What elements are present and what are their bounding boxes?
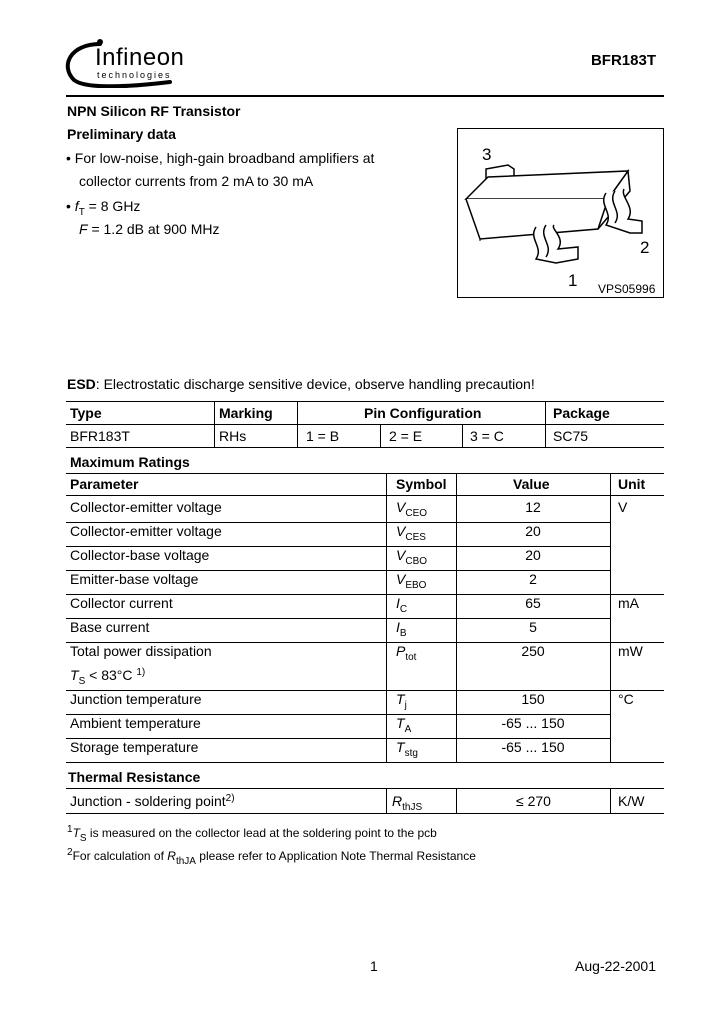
rating-symbol — [396, 643, 417, 663]
feature-text-1b: collector currents from 2 mA to 30 mA — [79, 173, 314, 189]
type-table-bottom-rule — [66, 447, 664, 448]
rating-symbol — [396, 619, 407, 639]
ft-subscript: T — [78, 207, 85, 218]
fn1-sym: T — [72, 826, 80, 840]
rating-symbol — [396, 523, 426, 543]
type-table-vline — [462, 424, 463, 447]
ratings-header-rule — [66, 495, 664, 496]
footnote-1 — [67, 824, 437, 844]
thermal-top-rule — [66, 788, 664, 789]
package-cell: SC75 — [553, 428, 589, 444]
fn2-sym: R — [167, 849, 176, 863]
type-table-mid-rule — [66, 424, 664, 425]
logo-subtitle: technologies — [97, 70, 172, 80]
pin-2-label: 2 — [640, 238, 650, 257]
marking-header: Marking — [219, 405, 273, 421]
rating-symbol — [396, 715, 412, 735]
rating-parameter: Base current — [70, 619, 150, 635]
thermal-vline — [386, 788, 387, 813]
fn1-sub: S — [79, 833, 87, 844]
type-table-vline — [297, 401, 298, 447]
marking-cell: RHs — [219, 428, 247, 444]
thermal-symbol — [392, 793, 423, 813]
rating-parameter: Collector current — [70, 595, 173, 611]
rating-unit: V — [618, 499, 628, 515]
thermal-footnote-ref: 2) — [225, 793, 235, 804]
rating-parameter: Total power dissipation — [70, 643, 212, 659]
ratings-column-line — [456, 473, 457, 763]
symbol-subscript: j — [404, 700, 407, 711]
feature-text-1a: For low-noise, high-gain broadband amplifiers at — [74, 150, 375, 166]
pin-3-label: 3 — [482, 145, 492, 164]
rating-symbol — [396, 595, 408, 615]
pin-1-label: 1 — [568, 271, 578, 290]
type-table-vline — [214, 401, 215, 447]
ratings-column-line — [386, 473, 387, 763]
rating-value: 20 — [525, 523, 541, 539]
rating-unit: mW — [618, 643, 643, 659]
ft-value: = 8 GHz — [84, 198, 141, 214]
symbol-subscript: C — [399, 604, 408, 615]
esd-text: : Electrostatic discharge sensitive device, observe handling precaution! — [95, 376, 535, 392]
thermal-sym-sub: thJS — [402, 802, 423, 813]
symbol-subscript: CBO — [405, 556, 428, 567]
symbol-subscript: B — [399, 628, 407, 639]
footnote-2 — [67, 847, 476, 867]
part-number-title: BFR183T — [590, 52, 656, 69]
feature-bullet-2: • $f_T = 8$ GHz — [66, 198, 141, 218]
rating-parameter: Junction temperature — [70, 691, 202, 707]
rating-unit: mA — [618, 595, 639, 611]
fn2-mark: 2 — [67, 847, 73, 858]
cond-sym: T — [70, 667, 79, 683]
package-code: VPS05996 — [598, 282, 656, 296]
cond-sub: S — [78, 676, 86, 687]
symbol-letter: T — [396, 715, 405, 731]
symbol-subscript: CES — [405, 532, 426, 543]
rating-symbol — [396, 571, 427, 591]
page-number: 1 — [370, 958, 378, 974]
rating-parameter: Emitter-base voltage — [70, 571, 199, 587]
pin1-cell: 1 = B — [306, 428, 340, 444]
rating-value: -65 ... 150 — [501, 715, 565, 731]
symbol-letter: T — [396, 739, 405, 755]
fn1-mark: 1 — [67, 824, 73, 835]
document-date: Aug-22-2001 — [575, 958, 656, 974]
rating-unit: °C — [618, 691, 634, 707]
symbol-letter: V — [396, 499, 406, 515]
type-table-vline — [545, 401, 546, 447]
symbol-letter: I — [396, 595, 400, 611]
ratings-top-rule — [66, 473, 664, 474]
rating-value: 150 — [521, 691, 545, 707]
esd-label: ESD — [67, 376, 96, 392]
thermal-title: Thermal Resistance — [68, 769, 201, 785]
thermal-unit: K/W — [618, 793, 645, 809]
rating-value: 2 — [529, 571, 537, 587]
symbol-letter: V — [396, 571, 406, 587]
nf-value: = 1.2 dB at 900 MHz — [87, 221, 220, 237]
rating-parameter: Ambient temperature — [70, 715, 201, 731]
fn1-text: is measured on the collector lead at the soldering point to the pcb — [86, 826, 437, 840]
package-header: Package — [553, 405, 610, 421]
symbol-letter: V — [396, 547, 406, 563]
parameter-header: Parameter — [70, 476, 139, 492]
fn2-pre: For calculation of — [72, 849, 168, 863]
rating-value: 12 — [525, 499, 541, 515]
symbol-header: Symbol — [396, 476, 447, 492]
symbol-subscript: tot — [405, 652, 417, 663]
fn2-sub: thJA — [175, 856, 196, 867]
symbol-letter: P — [396, 643, 406, 659]
rating-parameter: Storage temperature — [70, 739, 199, 755]
symbol-letter: V — [396, 523, 406, 539]
rating-parameter: Collector-base voltage — [70, 547, 210, 563]
unit-header: Unit — [618, 476, 646, 492]
rating-value: 65 — [525, 595, 541, 611]
rating-row-rule — [66, 762, 610, 763]
thermal-vline — [456, 788, 457, 813]
symbol-subscript: CEO — [405, 508, 428, 519]
thermal-vline — [610, 788, 611, 813]
symbol-letter: T — [396, 691, 405, 707]
preliminary-label: Preliminary data — [67, 126, 176, 142]
max-ratings-title: Maximum Ratings — [70, 454, 190, 470]
thermal-value: ≤ 270 — [516, 793, 551, 809]
noise-figure-line — [79, 221, 219, 237]
header-divider — [66, 95, 664, 97]
type-header: Type — [70, 405, 102, 421]
symbol-letter: I — [396, 619, 400, 635]
unit-group-rule — [610, 762, 664, 763]
rating-symbol — [396, 499, 428, 519]
pin-config-header: Pin Configuration — [364, 405, 482, 421]
cond-text: < 83°C — [85, 667, 137, 683]
value-header: Value — [513, 476, 550, 492]
rating-value: 5 — [529, 619, 537, 635]
symbol-subscript: A — [404, 724, 412, 735]
rating-symbol — [396, 691, 407, 711]
type-table-vline — [380, 424, 381, 447]
symbol-subscript: EBO — [405, 580, 427, 591]
esd-warning — [67, 376, 535, 392]
rating-value: -65 ... 150 — [501, 739, 565, 755]
type-table-top-rule — [66, 401, 664, 402]
fn2-text: please refer to Application Note Thermal Resistance — [195, 849, 476, 863]
cond-footnote-ref: 1) — [136, 667, 146, 678]
rating-parameter-condition — [70, 667, 146, 687]
rating-parameter: Collector-emitter voltage — [70, 499, 222, 515]
feature-bullet-1: • For low-noise, high-gain broadband amplifiers at — [66, 150, 375, 166]
ft-symbol: f — [74, 198, 79, 214]
rating-parameter: Collector-emitter voltage — [70, 523, 222, 539]
nf-symbol: F — [79, 221, 88, 237]
pin3-cell: 3 = C — [470, 428, 504, 444]
symbol-subscript: stg — [404, 748, 418, 759]
ratings-column-line — [610, 473, 611, 763]
device-title: NPN Silicon RF Transistor — [67, 103, 241, 119]
thermal-param — [70, 793, 235, 809]
rating-value: 250 — [521, 643, 545, 659]
thermal-bottom-rule — [66, 813, 664, 814]
logo-wordmark: Infineon — [95, 44, 185, 71]
type-cell: BFR183T — [70, 428, 130, 444]
rating-symbol — [396, 739, 418, 759]
rating-value: 20 — [525, 547, 541, 563]
rating-symbol — [396, 547, 428, 567]
thermal-param-text: Junction - soldering point — [70, 793, 226, 809]
pin2-cell: 2 = E — [389, 428, 423, 444]
thermal-sym-letter: R — [392, 793, 403, 809]
